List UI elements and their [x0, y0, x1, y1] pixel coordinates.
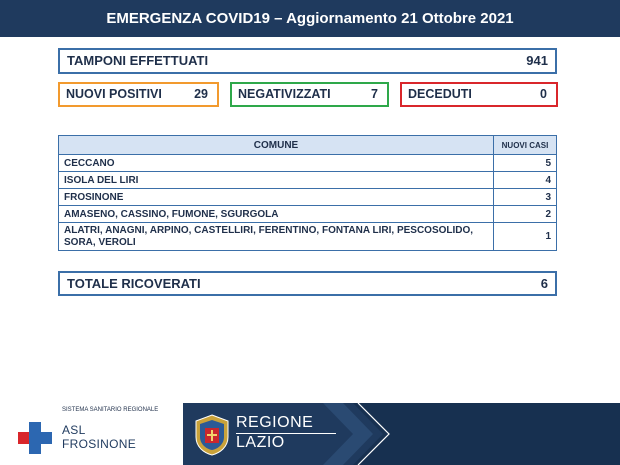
negativizzati-value: 7 [371, 87, 378, 101]
tamponi-label: TAMPONI EFFETTUATI [67, 53, 209, 68]
nuovi-casi-column-header: NUOVI CASI [494, 136, 557, 155]
casi-cell: 5 [494, 155, 557, 172]
casi-cell: 3 [494, 189, 557, 206]
regione-lazio-emblem-icon [193, 413, 231, 457]
regione-label: REGIONE [236, 414, 314, 431]
comune-column-header: COMUNE [59, 136, 494, 155]
comune-cell: ALATRI, ANAGNI, ARPINO, CASTELLIRI, FERENTINO, FONTANA LIRI, PESCOSOLIDO, SORA, VEROLI [59, 223, 494, 251]
banner-stripes [323, 403, 620, 465]
table-row [59, 172, 557, 189]
comune-cell: CECCANO [59, 155, 494, 172]
regione-lazio-banner [183, 403, 620, 465]
negativizzati-label: NEGATIVIZZATI [238, 87, 331, 101]
table-row [59, 223, 557, 251]
asl-subtitle: SISTEMA SANITARIO REGIONALE [62, 407, 159, 413]
ricoverati-box [58, 271, 557, 296]
header-bar [0, 0, 620, 37]
deceduti-value: 0 [540, 87, 547, 101]
positivi-label: NUOVI POSITIVI [66, 87, 162, 101]
deceduti-label: DECEDUTI [408, 87, 472, 101]
casi-cell: 1 [494, 223, 557, 251]
deceduti-box [400, 82, 558, 107]
comune-cell: ISOLA DEL LIRI [59, 172, 494, 189]
comune-cell: FROSINONE [59, 189, 494, 206]
table-row [59, 155, 557, 172]
page-title: EMERGENZA COVID19 – Aggiornamento 21 Ottobre 2021 [106, 10, 514, 27]
table-header-row [59, 136, 557, 155]
casi-cell: 2 [494, 206, 557, 223]
table-row [59, 206, 557, 223]
health-cross-icon [18, 422, 52, 454]
tamponi-box [58, 48, 557, 74]
lazio-label: LAZIO [236, 434, 285, 451]
comuni-table [58, 135, 557, 251]
positivi-value: 29 [194, 87, 208, 101]
asl-frosinone-logo [18, 403, 178, 458]
ricoverati-label: TOTALE RICOVERATI [67, 276, 201, 291]
asl-name-line2: FROSINONE [62, 437, 137, 451]
tamponi-value: 941 [526, 53, 548, 68]
asl-name-line1: ASL [62, 423, 86, 437]
positivi-box [58, 82, 219, 107]
casi-cell: 4 [494, 172, 557, 189]
table-row [59, 189, 557, 206]
ricoverati-value: 6 [540, 276, 548, 291]
negativizzati-box [230, 82, 389, 107]
comune-cell: AMASENO, CASSINO, FUMONE, SGURGOLA [59, 206, 494, 223]
